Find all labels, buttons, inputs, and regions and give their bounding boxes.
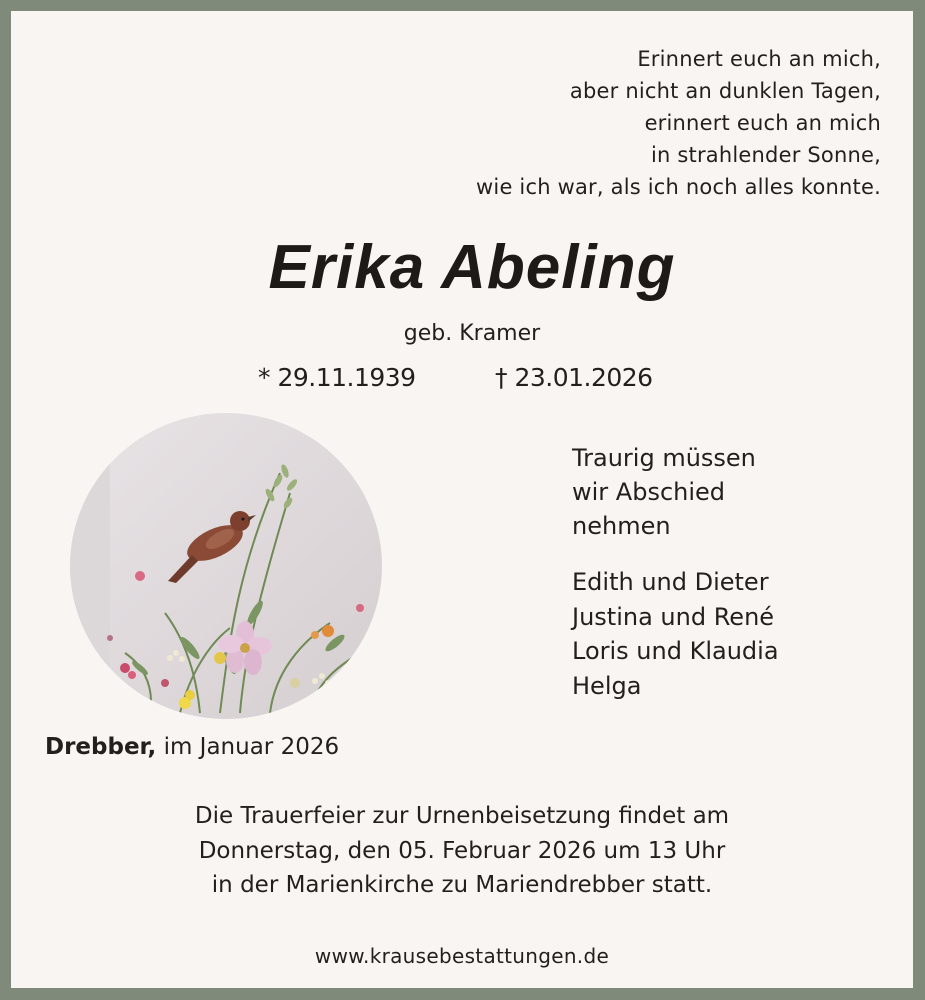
place-town: Drebber, bbox=[45, 734, 157, 760]
service-line: in der Marienkirche zu Mariendrebber statt. bbox=[211, 872, 713, 898]
poem-line: Erinnert euch an mich, bbox=[637, 47, 881, 71]
service-line: Donnerstag, den 05. Februar 2026 um 13 Uhr bbox=[198, 837, 726, 864]
birth-name: geb. Kramer bbox=[403, 321, 541, 346]
mourning-line: nehmen bbox=[572, 512, 671, 540]
bird-on-wildflowers-icon bbox=[70, 413, 382, 719]
obituary-card bbox=[11, 11, 913, 988]
birth-date: * 29.11.1939 bbox=[258, 363, 416, 392]
poem bbox=[476, 43, 881, 203]
poem-line: aber nicht an dunklen Tagen, bbox=[569, 79, 881, 103]
funeral-home-url[interactable]: www.krausebestattungen.de bbox=[314, 944, 610, 968]
family-member: Justina und René bbox=[572, 602, 775, 631]
family-member: Edith und Dieter bbox=[572, 568, 769, 596]
family-list bbox=[572, 565, 779, 703]
memorial-photo bbox=[70, 413, 382, 719]
death-date: † 23.01.2026 bbox=[495, 363, 653, 392]
family-member: Helga bbox=[572, 671, 642, 700]
mourning-line: wir Abschied bbox=[572, 478, 726, 506]
service-line: Die Trauerfeier zur Urnenbeisetzung findet am bbox=[194, 803, 730, 829]
deceased-name: Erika Abeling bbox=[268, 233, 676, 302]
place-date bbox=[45, 734, 339, 760]
poem-line: wie ich war, als ich noch alles konnte. bbox=[476, 175, 881, 199]
mourning-text bbox=[572, 441, 756, 543]
funeral-service-info bbox=[11, 799, 913, 903]
poem-line: in strahlender Sonne, bbox=[650, 143, 881, 167]
mourning-line: Traurig müssen bbox=[572, 444, 756, 472]
family-member: Loris und Klaudia bbox=[572, 637, 779, 665]
poem-line: erinnert euch an mich bbox=[644, 111, 881, 135]
place-month: im Januar 2026 bbox=[156, 734, 340, 760]
